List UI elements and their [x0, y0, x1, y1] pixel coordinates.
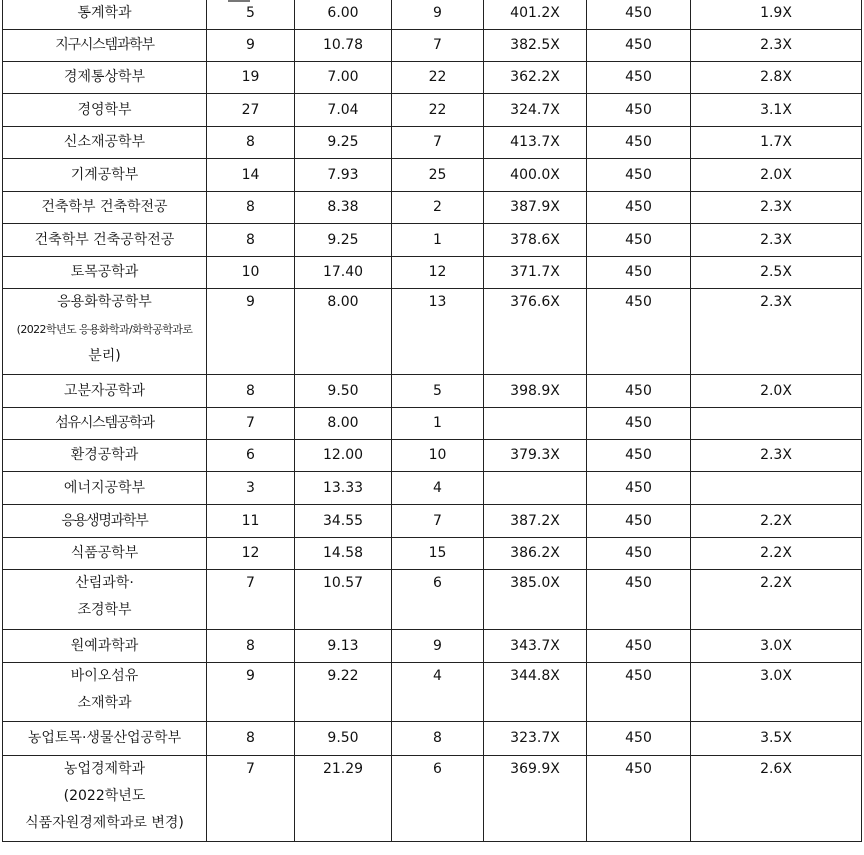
value-cell-c1: 7 [207, 408, 295, 440]
department-name-line: 지구시스템과학부 [55, 37, 154, 53]
value-cell-c4: 400.0X [484, 159, 587, 192]
value-cell-c2: 10.78 [295, 30, 392, 62]
value-cell-c1: 11 [207, 505, 295, 538]
table-row [3, 375, 862, 408]
value-cell-c3: 10 [392, 440, 484, 472]
value-cell-c2: 14.58 [295, 538, 392, 570]
value-cell-c4: 343.7X [484, 630, 587, 663]
value-cell-c6: 2.0X [691, 375, 862, 408]
table-body [3, 0, 862, 842]
value-cell-c4: 378.6X [484, 224, 587, 257]
value-cell-c3: 9 [392, 0, 484, 30]
table-row [3, 94, 862, 127]
value-cell-c4: 344.8X [484, 663, 587, 722]
value-cell-c1: 10 [207, 257, 295, 289]
department-name-line: 농업경제학과 [63, 761, 146, 777]
value-cell-c6: 2.3X [691, 440, 862, 472]
table-row [3, 630, 862, 663]
value-cell-c1: 27 [207, 94, 295, 127]
table-row [3, 408, 862, 440]
department-name-line: (2022학년도 응용화학과/화학공학과로 [16, 323, 193, 336]
department-name-line: 경제통상학부 [63, 69, 146, 85]
value-cell-c5: 450 [587, 505, 691, 538]
value-cell-c1: 14 [207, 159, 295, 192]
value-cell-c3: 15 [392, 538, 484, 570]
department-name-line: 고분자공학과 [63, 382, 146, 399]
value-cell-c5: 450 [587, 375, 691, 408]
value-cell-c5: 450 [587, 30, 691, 62]
value-cell-c4: 369.9X [484, 756, 587, 842]
value-cell-c1: 12 [207, 538, 295, 570]
value-cell-c3: 6 [392, 570, 484, 630]
department-name-line: 통계학과 [77, 5, 132, 21]
department-name-line: (2022학년도 [63, 788, 146, 804]
value-cell-c5: 450 [587, 192, 691, 224]
department-name-line: 조경학부 [77, 602, 132, 618]
department-cell [3, 722, 207, 756]
department-name-line: 식품공학부 [70, 545, 139, 561]
value-cell-c4: 386.2X [484, 538, 587, 570]
value-cell-c2: 9.25 [295, 224, 392, 257]
value-cell-c3: 25 [392, 159, 484, 192]
top-mark [228, 0, 250, 2]
department-cell [3, 472, 207, 505]
table-row [3, 159, 862, 192]
value-cell-c1: 19 [207, 62, 295, 94]
department-name-line: 환경공학과 [70, 447, 139, 463]
value-cell-c6: 2.8X [691, 62, 862, 94]
value-cell-c2: 12.00 [295, 440, 392, 472]
value-cell-c1: 8 [207, 192, 295, 224]
department-cell [3, 62, 207, 94]
table-row [3, 192, 862, 224]
value-cell-c3: 4 [392, 472, 484, 505]
value-cell-c2: 10.57 [295, 570, 392, 630]
department-name-line: 산림과학· [75, 575, 134, 591]
table-row [3, 62, 862, 94]
value-cell-c3: 7 [392, 127, 484, 159]
value-cell-c6: 2.5X [691, 257, 862, 289]
value-cell-c3: 22 [392, 62, 484, 94]
value-cell-c3: 22 [392, 94, 484, 127]
value-cell-c4: 376.6X [484, 289, 587, 375]
department-name-line: 식품자원경제학과로 변경) [25, 815, 184, 831]
value-cell-c5: 450 [587, 756, 691, 842]
value-cell-c4: 371.7X [484, 257, 587, 289]
value-cell-c3: 6 [392, 756, 484, 842]
department-cell [3, 192, 207, 224]
department-name-line: 경영학부 [77, 101, 132, 118]
table-row [3, 538, 862, 570]
value-cell-c6: 3.0X [691, 630, 862, 663]
department-cell [3, 538, 207, 570]
value-cell-c5: 450 [587, 722, 691, 756]
department-name-line: 바이오섬유 [70, 668, 139, 684]
value-cell-c2: 9.22 [295, 663, 392, 722]
value-cell-c2: 7.00 [295, 62, 392, 94]
value-cell-c6: 2.3X [691, 192, 862, 224]
value-cell-c6 [691, 408, 862, 440]
department-name-line: 응용화학공학부 [57, 294, 152, 310]
value-cell-c6: 3.0X [691, 663, 862, 722]
value-cell-c3: 1 [392, 408, 484, 440]
value-cell-c3: 13 [392, 289, 484, 375]
department-name-line: 기계공학부 [70, 166, 139, 183]
value-cell-c5: 450 [587, 408, 691, 440]
department-name-line: 신소재공학부 [63, 134, 146, 150]
value-cell-c5: 450 [587, 224, 691, 257]
value-cell-c5: 450 [587, 289, 691, 375]
value-cell-c4: 387.9X [484, 192, 587, 224]
value-cell-c2: 9.50 [295, 375, 392, 408]
department-name-line: 분리) [88, 348, 121, 364]
department-cell [3, 159, 207, 192]
value-cell-c6: 2.2X [691, 538, 862, 570]
value-cell-c2: 8.38 [295, 192, 392, 224]
value-cell-c2: 21.29 [295, 756, 392, 842]
value-cell-c6: 2.0X [691, 159, 862, 192]
value-cell-c3: 7 [392, 30, 484, 62]
value-cell-c4: 385.0X [484, 570, 587, 630]
value-cell-c6: 2.3X [691, 289, 862, 375]
value-cell-c3: 8 [392, 722, 484, 756]
table-row [3, 570, 862, 630]
value-cell-c6: 1.7X [691, 127, 862, 159]
department-cell [3, 127, 207, 159]
department-name-line: 소재학과 [77, 695, 132, 711]
value-cell-c6 [691, 472, 862, 505]
value-cell-c5: 450 [587, 663, 691, 722]
department-name-line: 응용생명과학부 [61, 512, 148, 529]
value-cell-c1: 6 [207, 440, 295, 472]
department-cell [3, 30, 207, 62]
value-cell-c1: 8 [207, 722, 295, 756]
value-cell-c6: 3.5X [691, 722, 862, 756]
table-row [3, 663, 862, 722]
department-cell [3, 663, 207, 722]
value-cell-c2: 17.40 [295, 257, 392, 289]
value-cell-c1: 8 [207, 224, 295, 257]
value-cell-c1: 9 [207, 663, 295, 722]
department-cell [3, 756, 207, 842]
table-row [3, 472, 862, 505]
table-row [3, 440, 862, 472]
value-cell-c2: 8.00 [295, 408, 392, 440]
value-cell-c4 [484, 472, 587, 505]
value-cell-c2: 7.93 [295, 159, 392, 192]
value-cell-c2: 8.00 [295, 289, 392, 375]
department-name-line: 에너지공학부 [63, 479, 146, 496]
value-cell-c5: 450 [587, 472, 691, 505]
value-cell-c1: 8 [207, 630, 295, 663]
value-cell-c5: 450 [587, 159, 691, 192]
table-row [3, 289, 862, 375]
value-cell-c2: 9.25 [295, 127, 392, 159]
value-cell-c2: 34.55 [295, 505, 392, 538]
value-cell-c1: 3 [207, 472, 295, 505]
table-row [3, 257, 862, 289]
table-row [3, 505, 862, 538]
department-name-line: 토목공학과 [70, 264, 139, 280]
value-cell-c6: 3.1X [691, 94, 862, 127]
value-cell-c5: 450 [587, 127, 691, 159]
department-name-line: 건축학부 건축공학전공 [34, 231, 175, 248]
value-cell-c4: 387.2X [484, 505, 587, 538]
value-cell-c1: 5 [207, 0, 295, 30]
value-cell-c5: 450 [587, 630, 691, 663]
value-cell-c6: 2.3X [691, 224, 862, 257]
value-cell-c1: 9 [207, 289, 295, 375]
department-cell [3, 630, 207, 663]
department-cell [3, 224, 207, 257]
department-cell [3, 94, 207, 127]
value-cell-c3: 12 [392, 257, 484, 289]
department-cell [3, 257, 207, 289]
value-cell-c1: 8 [207, 127, 295, 159]
value-cell-c4: 398.9X [484, 375, 587, 408]
value-cell-c1: 8 [207, 375, 295, 408]
value-cell-c3: 9 [392, 630, 484, 663]
value-cell-c3: 4 [392, 663, 484, 722]
value-cell-c5: 450 [587, 94, 691, 127]
value-cell-c1: 9 [207, 30, 295, 62]
value-cell-c2: 6.00 [295, 0, 392, 30]
value-cell-c6: 2.6X [691, 756, 862, 842]
table-row [3, 756, 862, 842]
department-cell [3, 408, 207, 440]
value-cell-c1: 7 [207, 756, 295, 842]
value-cell-c5: 450 [587, 0, 691, 30]
value-cell-c2: 9.50 [295, 722, 392, 756]
value-cell-c4: 323.7X [484, 722, 587, 756]
value-cell-c4: 382.5X [484, 30, 587, 62]
value-cell-c6: 2.3X [691, 30, 862, 62]
value-cell-c4: 362.2X [484, 62, 587, 94]
value-cell-c5: 450 [587, 538, 691, 570]
department-cell [3, 570, 207, 630]
admission-stats-table [2, 0, 862, 842]
table-row [3, 722, 862, 756]
department-name-line: 건축학부 건축학전공 [41, 199, 168, 215]
value-cell-c1: 7 [207, 570, 295, 630]
department-cell [3, 440, 207, 472]
value-cell-c6: 2.2X [691, 570, 862, 630]
table-row [3, 127, 862, 159]
value-cell-c4 [484, 408, 587, 440]
value-cell-c4: 413.7X [484, 127, 587, 159]
table-row [3, 0, 862, 30]
value-cell-c2: 9.13 [295, 630, 392, 663]
value-cell-c3: 5 [392, 375, 484, 408]
department-cell [3, 289, 207, 375]
value-cell-c5: 450 [587, 440, 691, 472]
value-cell-c6: 1.9X [691, 0, 862, 30]
value-cell-c3: 1 [392, 224, 484, 257]
value-cell-c3: 7 [392, 505, 484, 538]
department-name-line: 섬유시스템공학과 [55, 415, 154, 431]
table-row [3, 30, 862, 62]
value-cell-c5: 450 [587, 62, 691, 94]
table-row [3, 224, 862, 257]
value-cell-c2: 7.04 [295, 94, 392, 127]
value-cell-c4: 401.2X [484, 0, 587, 30]
department-name-line: 농업토목·생물산업공학부 [27, 730, 182, 746]
value-cell-c5: 450 [587, 570, 691, 630]
value-cell-c5: 450 [587, 257, 691, 289]
department-cell [3, 375, 207, 408]
value-cell-c4: 379.3X [484, 440, 587, 472]
value-cell-c2: 13.33 [295, 472, 392, 505]
department-cell [3, 505, 207, 538]
value-cell-c6: 2.2X [691, 505, 862, 538]
department-name-line: 원예과학과 [70, 637, 139, 654]
value-cell-c4: 324.7X [484, 94, 587, 127]
department-cell [3, 0, 207, 30]
value-cell-c3: 2 [392, 192, 484, 224]
